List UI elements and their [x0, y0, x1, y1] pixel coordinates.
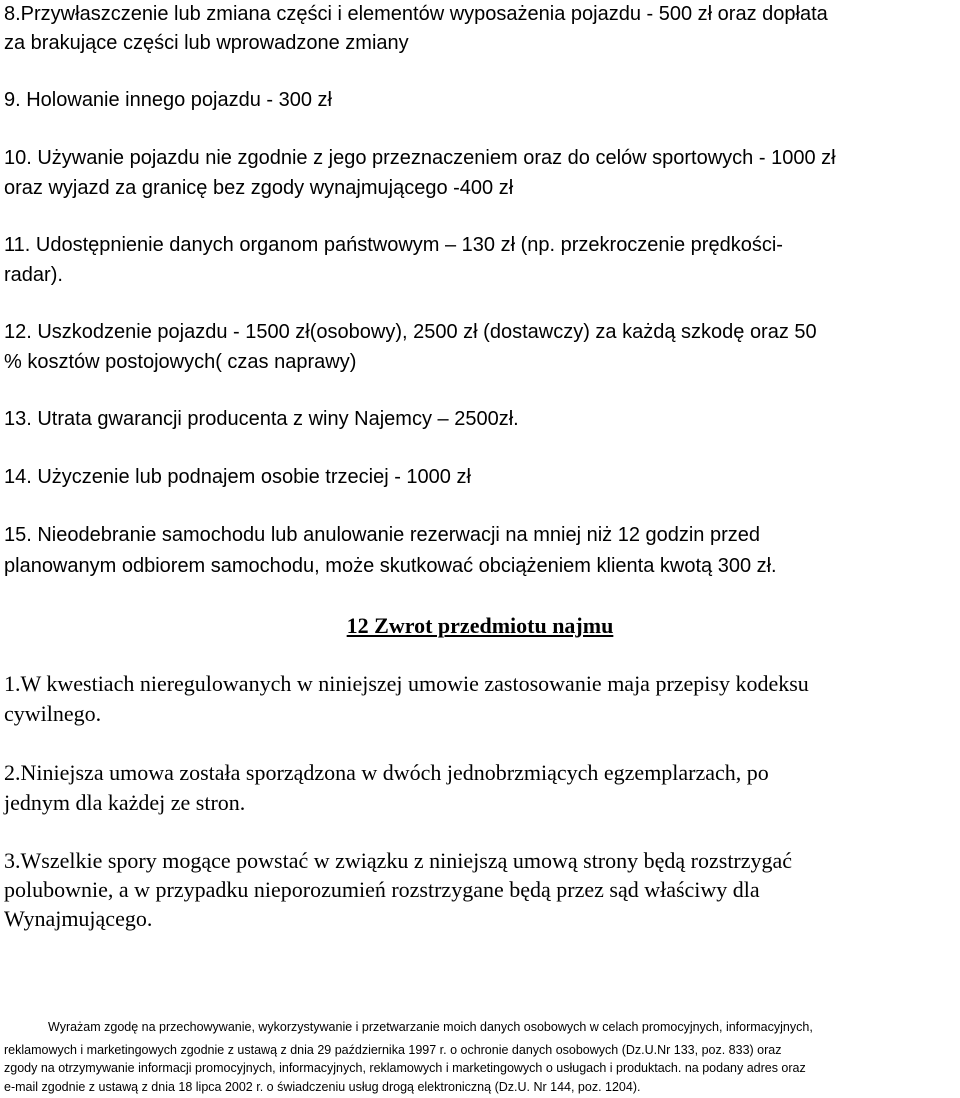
section-item-3-line-2: polubownie, a w przypadku nieporozumień rozstrzygane będą przez sąd właściwy dla [4, 877, 760, 902]
item-12-line-2: % kosztów postojowych( czas naprawy) [4, 351, 357, 373]
consent-line-2: reklamowych i marketingowych zgodnie z ustawą z dnia 29 października 1997 r. o ochronie danych osobowych (Dz.U.Nr 133, poz. 833) oraz [4, 1043, 782, 1057]
consent-line-1: Wyrażam zgodę na przechowywanie, wykorzystywanie i przetwarzanie moich danych osobowych w celach promocyjnych, informacyjnych, [48, 1020, 813, 1034]
item-10-line-1: 10. Używanie pojazdu nie zgodnie z jego przeznaczeniem oraz do celów sportowych - 1000 zł [4, 147, 836, 169]
item-9-line-1: 9. Holowanie innego pojazdu - 300 zł [4, 89, 332, 111]
section-item-1-line-1: 1.W kwestiach nieregulowanych w niniejszej umowie zastosowanie maja przepisy kodeksu [4, 671, 809, 696]
item-14-line-1: 14. Użyczenie lub podnajem osobie trzeciej - 1000 zł [4, 466, 471, 488]
section-item-2-line-1: 2.Niniejsza umowa została sporządzona w dwóch jednobrzmiących egzemplarzach, po [4, 760, 769, 785]
section-item-2-line-2: jednym dla każdej ze stron. [4, 790, 246, 815]
item-15-line-1: 15. Nieodebranie samochodu lub anulowanie rezerwacji na mniej niż 12 godzin przed [4, 524, 761, 546]
consent-line-4: e-mail zgodnie z ustawą z dnia 18 lipca 2002 r. o świadczeniu usług drogą elektroniczną (Dz.U. Nr 144, poz. 1204). [4, 1080, 641, 1094]
item-8-line-1: 8.Przywłaszczenie lub zmiana części i elementów wyposażenia pojazdu - 500 zł oraz dopłata [4, 3, 828, 25]
item-10-line-2: oraz wyjazd za granicę bez zgody wynajmującego -400 zł [4, 177, 514, 199]
consent-line-3: zgody na otrzymywanie informacji promocyjnych, informacyjnych, reklamowych i marketingowych o usługach i produktach. na podany adres oraz [4, 1061, 806, 1075]
item-15-line-2: planowanym odbiorem samochodu, może skutkować obciążeniem klienta kwotą 300 zł. [4, 555, 777, 577]
section-item-3-line-3: Wynajmującego. [4, 906, 153, 931]
item-13-line-1: 13. Utrata gwarancji producenta z winy Najemcy – 2500zł. [4, 408, 519, 430]
section-item-1-line-2: cywilnego. [4, 701, 102, 726]
item-11-line-2: radar). [4, 264, 63, 286]
section-heading: 12 Zwrot przedmiotu najmu [346, 613, 614, 638]
item-8-line-2: za brakujące części lub wprowadzone zmiany [4, 32, 409, 54]
item-12-line-1: 12. Uszkodzenie pojazdu - 1500 zł(osobowy), 2500 zł (dostawczy) za każdą szkodę oraz 50 [4, 321, 817, 343]
section-item-3-line-1: 3.Wszelkie spory mogące powstać w związku z niniejszą umową strony będą rozstrzygać [4, 848, 793, 873]
item-11-line-1: 11. Udostępnienie danych organom państwowym – 130 zł (np. przekroczenie prędkości- [4, 234, 783, 256]
